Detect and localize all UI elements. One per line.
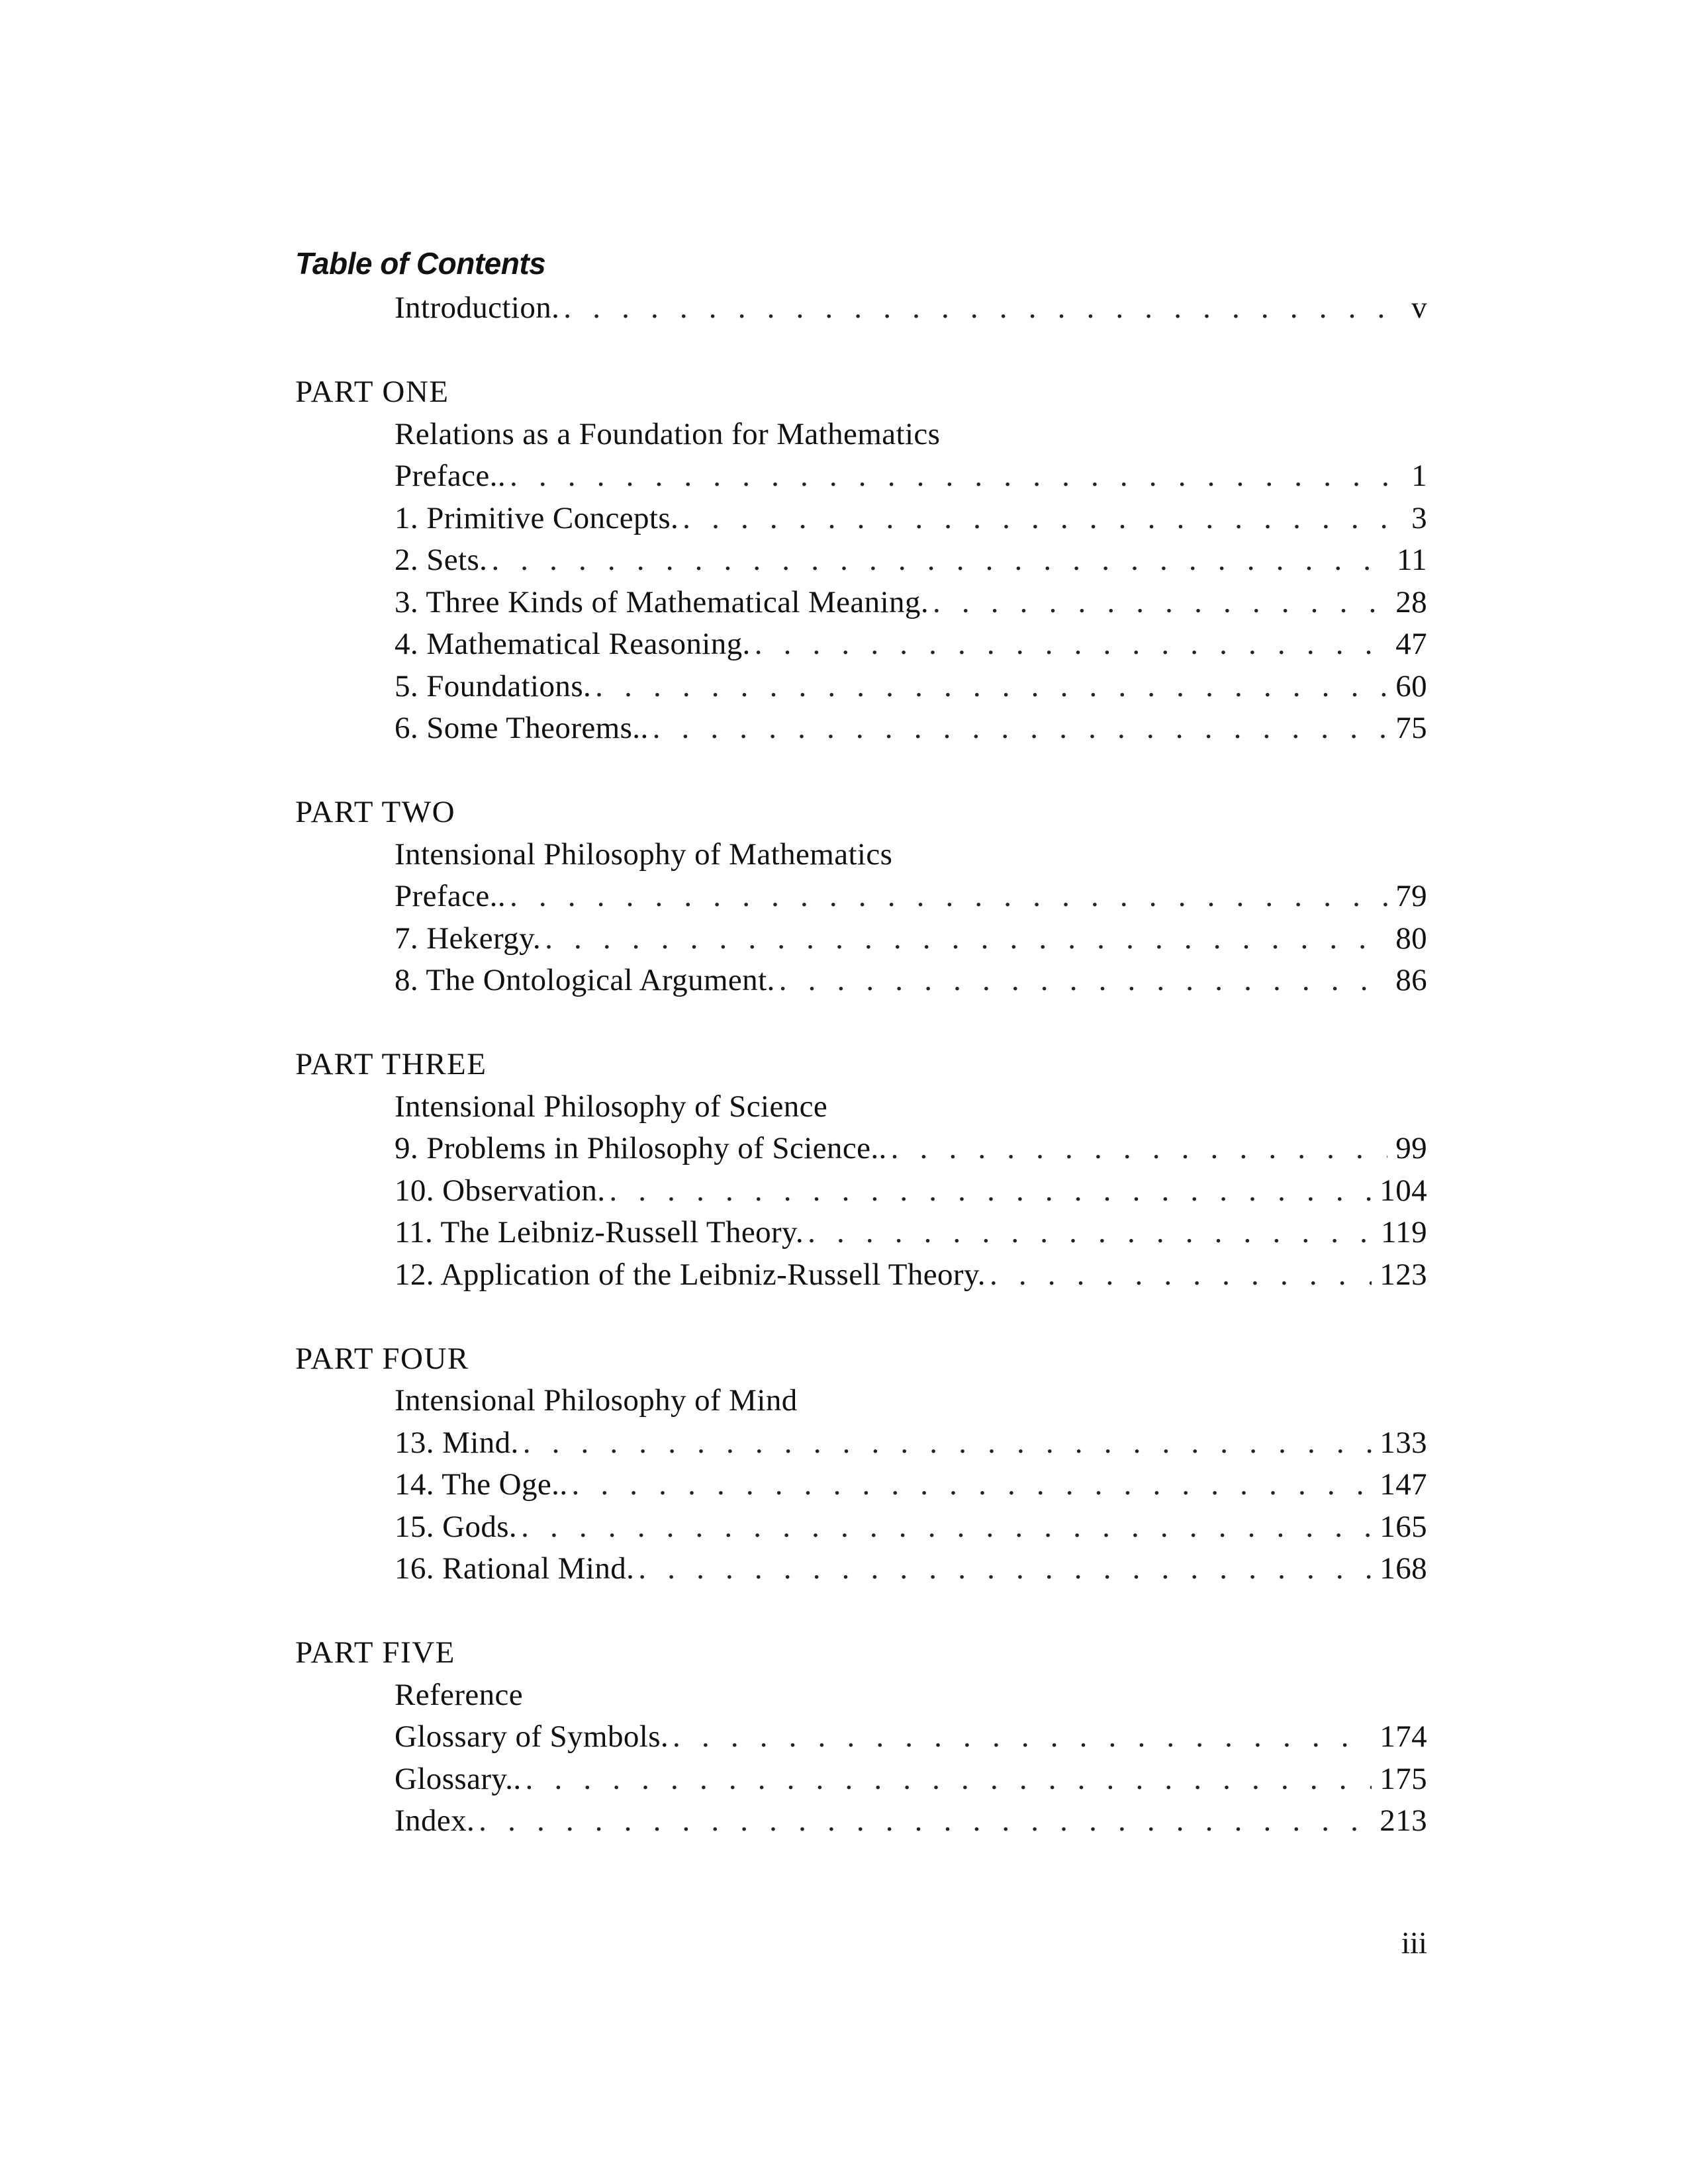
section-gap: [295, 330, 1427, 372]
part-subtitle-text: Relations as a Foundation for Mathematics: [395, 416, 941, 451]
toc-entry-page: 168: [1380, 1551, 1427, 1586]
toc-entry-page: 75: [1395, 711, 1427, 745]
dot-leader: [779, 960, 1387, 1002]
part-subtitle: [295, 1380, 1427, 1422]
toc-title: Table of Contents: [295, 246, 546, 281]
toc-entry-label: Introduction.: [395, 291, 560, 325]
dot-leader: [682, 498, 1399, 540]
toc-entry: [295, 876, 1427, 918]
toc-entry: [295, 1800, 1427, 1843]
dot-leader: [891, 1128, 1388, 1170]
dot-leader: [990, 1254, 1372, 1297]
toc-entry: [295, 666, 1427, 708]
toc-entry: [295, 1506, 1427, 1549]
toc-entry-page: 133: [1380, 1425, 1427, 1460]
toc-entry: [295, 498, 1427, 540]
part-subtitle-text: Intensional Philosophy of Mathematics: [395, 837, 893, 872]
part-heading: PART THREE: [295, 1047, 487, 1081]
toc-entry-page: 80: [1395, 921, 1427, 956]
part-heading: PART FIVE: [295, 1635, 455, 1670]
toc-entry-label: Preface..: [395, 879, 506, 913]
dot-leader: [510, 455, 1399, 498]
toc-entry: [295, 539, 1427, 582]
toc-entry-label: 15. Gods.: [395, 1509, 518, 1544]
toc-entry: [295, 1254, 1427, 1297]
dot-leader: [933, 582, 1387, 624]
dot-leader: [609, 1170, 1372, 1212]
part-heading: PART ONE: [295, 375, 449, 409]
part-subtitle-text: Intensional Philosophy of Science: [395, 1089, 828, 1124]
part-subtitle: [295, 414, 1427, 456]
toc-entry-label: Preface..: [395, 459, 506, 493]
toc-entry-page: 104: [1380, 1173, 1427, 1208]
dot-leader: [653, 707, 1388, 750]
dot-leader: [595, 666, 1387, 708]
toc-entry-page: 11: [1396, 543, 1427, 577]
toc-entry-page: v: [1411, 291, 1427, 325]
dot-leader: [638, 1548, 1372, 1590]
toc-entry-page: 99: [1395, 1131, 1427, 1165]
toc-entry-label: 5. Foundations.: [395, 668, 592, 704]
toc-entry: [295, 1422, 1427, 1465]
toc-entry: [295, 1716, 1427, 1758]
toc-entry-label: 11. The Leibniz-Russell Theory.: [395, 1215, 804, 1250]
toc-entry-page: 147: [1380, 1467, 1427, 1502]
toc-entry: [295, 918, 1427, 960]
toc-entry: [295, 1464, 1427, 1506]
toc-entry-page: 213: [1380, 1803, 1427, 1838]
toc-entry-label: 1. Primitive Concepts.: [395, 500, 679, 535]
toc-entry-label: 16. Rational Mind.: [395, 1551, 635, 1586]
toc-entry: [295, 960, 1427, 1002]
section-gap: [295, 1296, 1427, 1338]
dot-leader: [673, 1716, 1372, 1758]
dot-leader: [526, 1758, 1372, 1801]
toc-entry-label: Glossary..: [395, 1761, 522, 1796]
part-subtitle: [295, 834, 1427, 876]
toc-entry-label: Glossary of Symbols.: [395, 1719, 669, 1754]
toc-entry: [295, 582, 1427, 624]
toc-entry-label: 6. Some Theorems..: [395, 711, 649, 745]
toc-entry-label: 10. Observation.: [395, 1173, 606, 1208]
toc-entry: [295, 707, 1427, 750]
toc-entry-label: 4. Mathematical Reasoning.: [395, 627, 751, 661]
part-heading: PART FOUR: [295, 1341, 469, 1376]
toc-entry-label: 2. Sets.: [395, 543, 488, 577]
toc-entry-page: 28: [1395, 584, 1427, 619]
toc-entry-page: 165: [1380, 1509, 1427, 1544]
toc-entry-label: 8. The Ontological Argument.: [395, 963, 775, 997]
toc-entry: [295, 1128, 1427, 1170]
toc-entry-page: 174: [1380, 1719, 1427, 1754]
toc-entry-page: 123: [1380, 1257, 1427, 1292]
toc-entry-label: Index.: [395, 1803, 475, 1838]
toc-entry-introduction: [295, 287, 1427, 330]
toc-entry-label: 9. Problems in Philosophy of Science..: [395, 1131, 887, 1165]
toc-entry-page: 86: [1395, 963, 1427, 997]
page-folio: iii: [1401, 1926, 1427, 1960]
dot-leader: [523, 1422, 1372, 1465]
part-subtitle: [295, 1674, 1427, 1717]
toc-entry-page: 175: [1380, 1761, 1427, 1796]
part-subtitle-text: Intensional Philosophy of Mind: [395, 1383, 798, 1418]
toc-entry: [295, 1212, 1427, 1254]
toc-entry-page: 47: [1395, 627, 1427, 661]
dot-leader: [479, 1800, 1372, 1843]
dot-leader: [545, 918, 1387, 960]
toc-entry-label: 3. Three Kinds of Mathematical Meaning.: [395, 584, 929, 619]
section-gap: [295, 1590, 1427, 1633]
dot-leader: [510, 876, 1387, 918]
part-subtitle-text: Reference: [395, 1677, 524, 1712]
toc-entry-page: 60: [1395, 668, 1427, 704]
toc-entry: [295, 1758, 1427, 1801]
section-gap: [295, 750, 1427, 792]
section-gap: [295, 1002, 1427, 1044]
dot-leader: [571, 1464, 1372, 1506]
dot-leader: [808, 1212, 1373, 1254]
dot-leader: [755, 623, 1387, 666]
toc-entry-page: 79: [1395, 879, 1427, 913]
toc-entry-label: 7. Hekergy.: [395, 921, 541, 956]
toc-entry-page: 3: [1411, 500, 1427, 535]
toc-entry-page: 119: [1381, 1215, 1427, 1250]
toc-entry: [295, 623, 1427, 666]
part-heading: PART TWO: [295, 795, 456, 829]
dot-leader: [521, 1506, 1372, 1549]
dot-leader: [563, 287, 1399, 330]
dot-leader: [491, 539, 1389, 582]
toc-entry-label: 13. Mind.: [395, 1425, 519, 1460]
toc-entry: [295, 1170, 1427, 1212]
toc-entry: [295, 1548, 1427, 1590]
toc-entry: [295, 455, 1427, 498]
toc-entry-label: 14. The Oge..: [395, 1467, 568, 1502]
toc-page: [295, 245, 1427, 1843]
toc-entry-label: 12. Application of the Leibniz-Russell Theory.: [395, 1257, 986, 1292]
toc-entry-page: 1: [1411, 459, 1427, 493]
part-subtitle: [295, 1086, 1427, 1128]
